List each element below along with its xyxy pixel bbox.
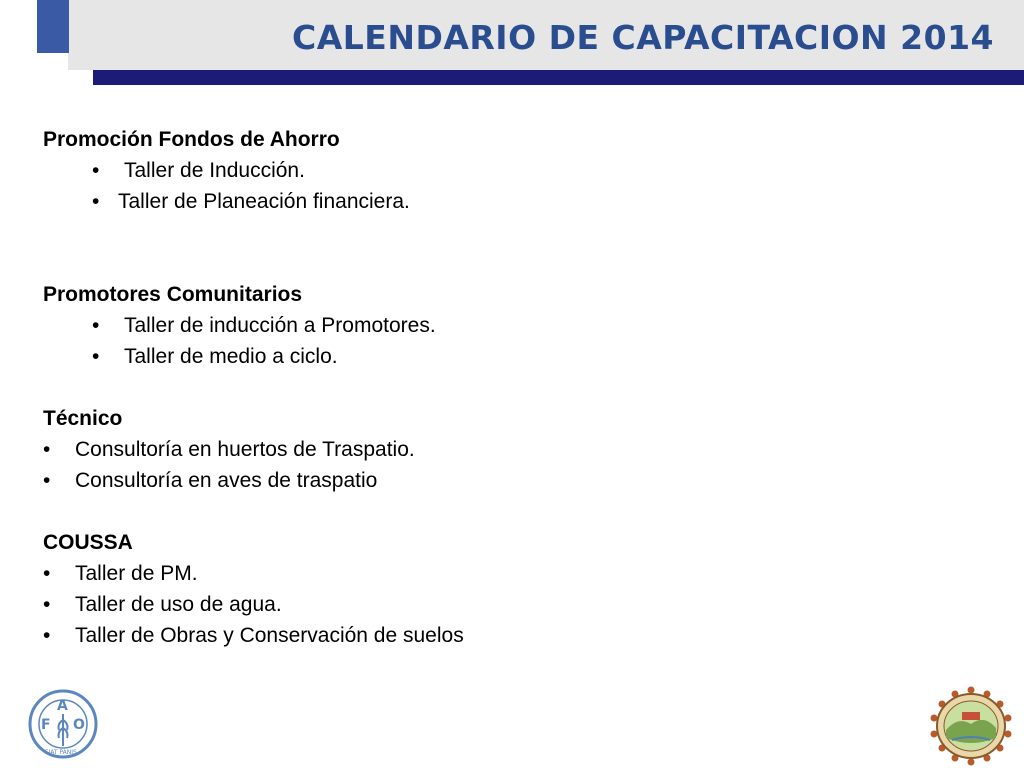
section-heading: Promoción Fondos de Ahorro xyxy=(43,128,340,151)
list-item: • Consultoría en huertos de Traspatio. xyxy=(43,438,415,461)
fao-logo xyxy=(27,688,99,760)
list-item: • Taller de Inducción. xyxy=(92,159,305,182)
list-item: • Taller de Obras y Conservación de suelos xyxy=(43,624,464,647)
section-heading: COUSSA xyxy=(43,531,133,554)
list-item: • Taller de uso de agua. xyxy=(43,593,282,616)
section-heading: Promotores Comunitarios xyxy=(43,283,303,306)
list-item: • Taller de inducción a Promotores. xyxy=(92,314,436,337)
slide-content xyxy=(43,124,943,651)
slide-title: CALENDARIO DE CAPACITACION 2014 xyxy=(292,18,994,57)
title-underline-bar xyxy=(93,70,1024,85)
section-heading: Técnico xyxy=(43,407,123,430)
state-seal-logo xyxy=(928,686,1014,766)
svg-text:FIAT PANIS: FIAT PANIS xyxy=(45,749,77,756)
spacer xyxy=(43,372,943,403)
svg-text:F: F xyxy=(41,717,51,733)
svg-text:O: O xyxy=(73,717,85,733)
svg-text:A: A xyxy=(57,698,68,714)
accent-square xyxy=(37,0,69,53)
spacer xyxy=(43,217,943,279)
list-item: • Taller de PM. xyxy=(43,562,198,585)
list-item: • Taller de medio a ciclo. xyxy=(92,345,338,368)
spacer xyxy=(43,496,943,527)
list-item: • Consultoría en aves de traspatio xyxy=(43,469,378,492)
list-item: • Taller de Planeación financiera. xyxy=(92,190,410,213)
